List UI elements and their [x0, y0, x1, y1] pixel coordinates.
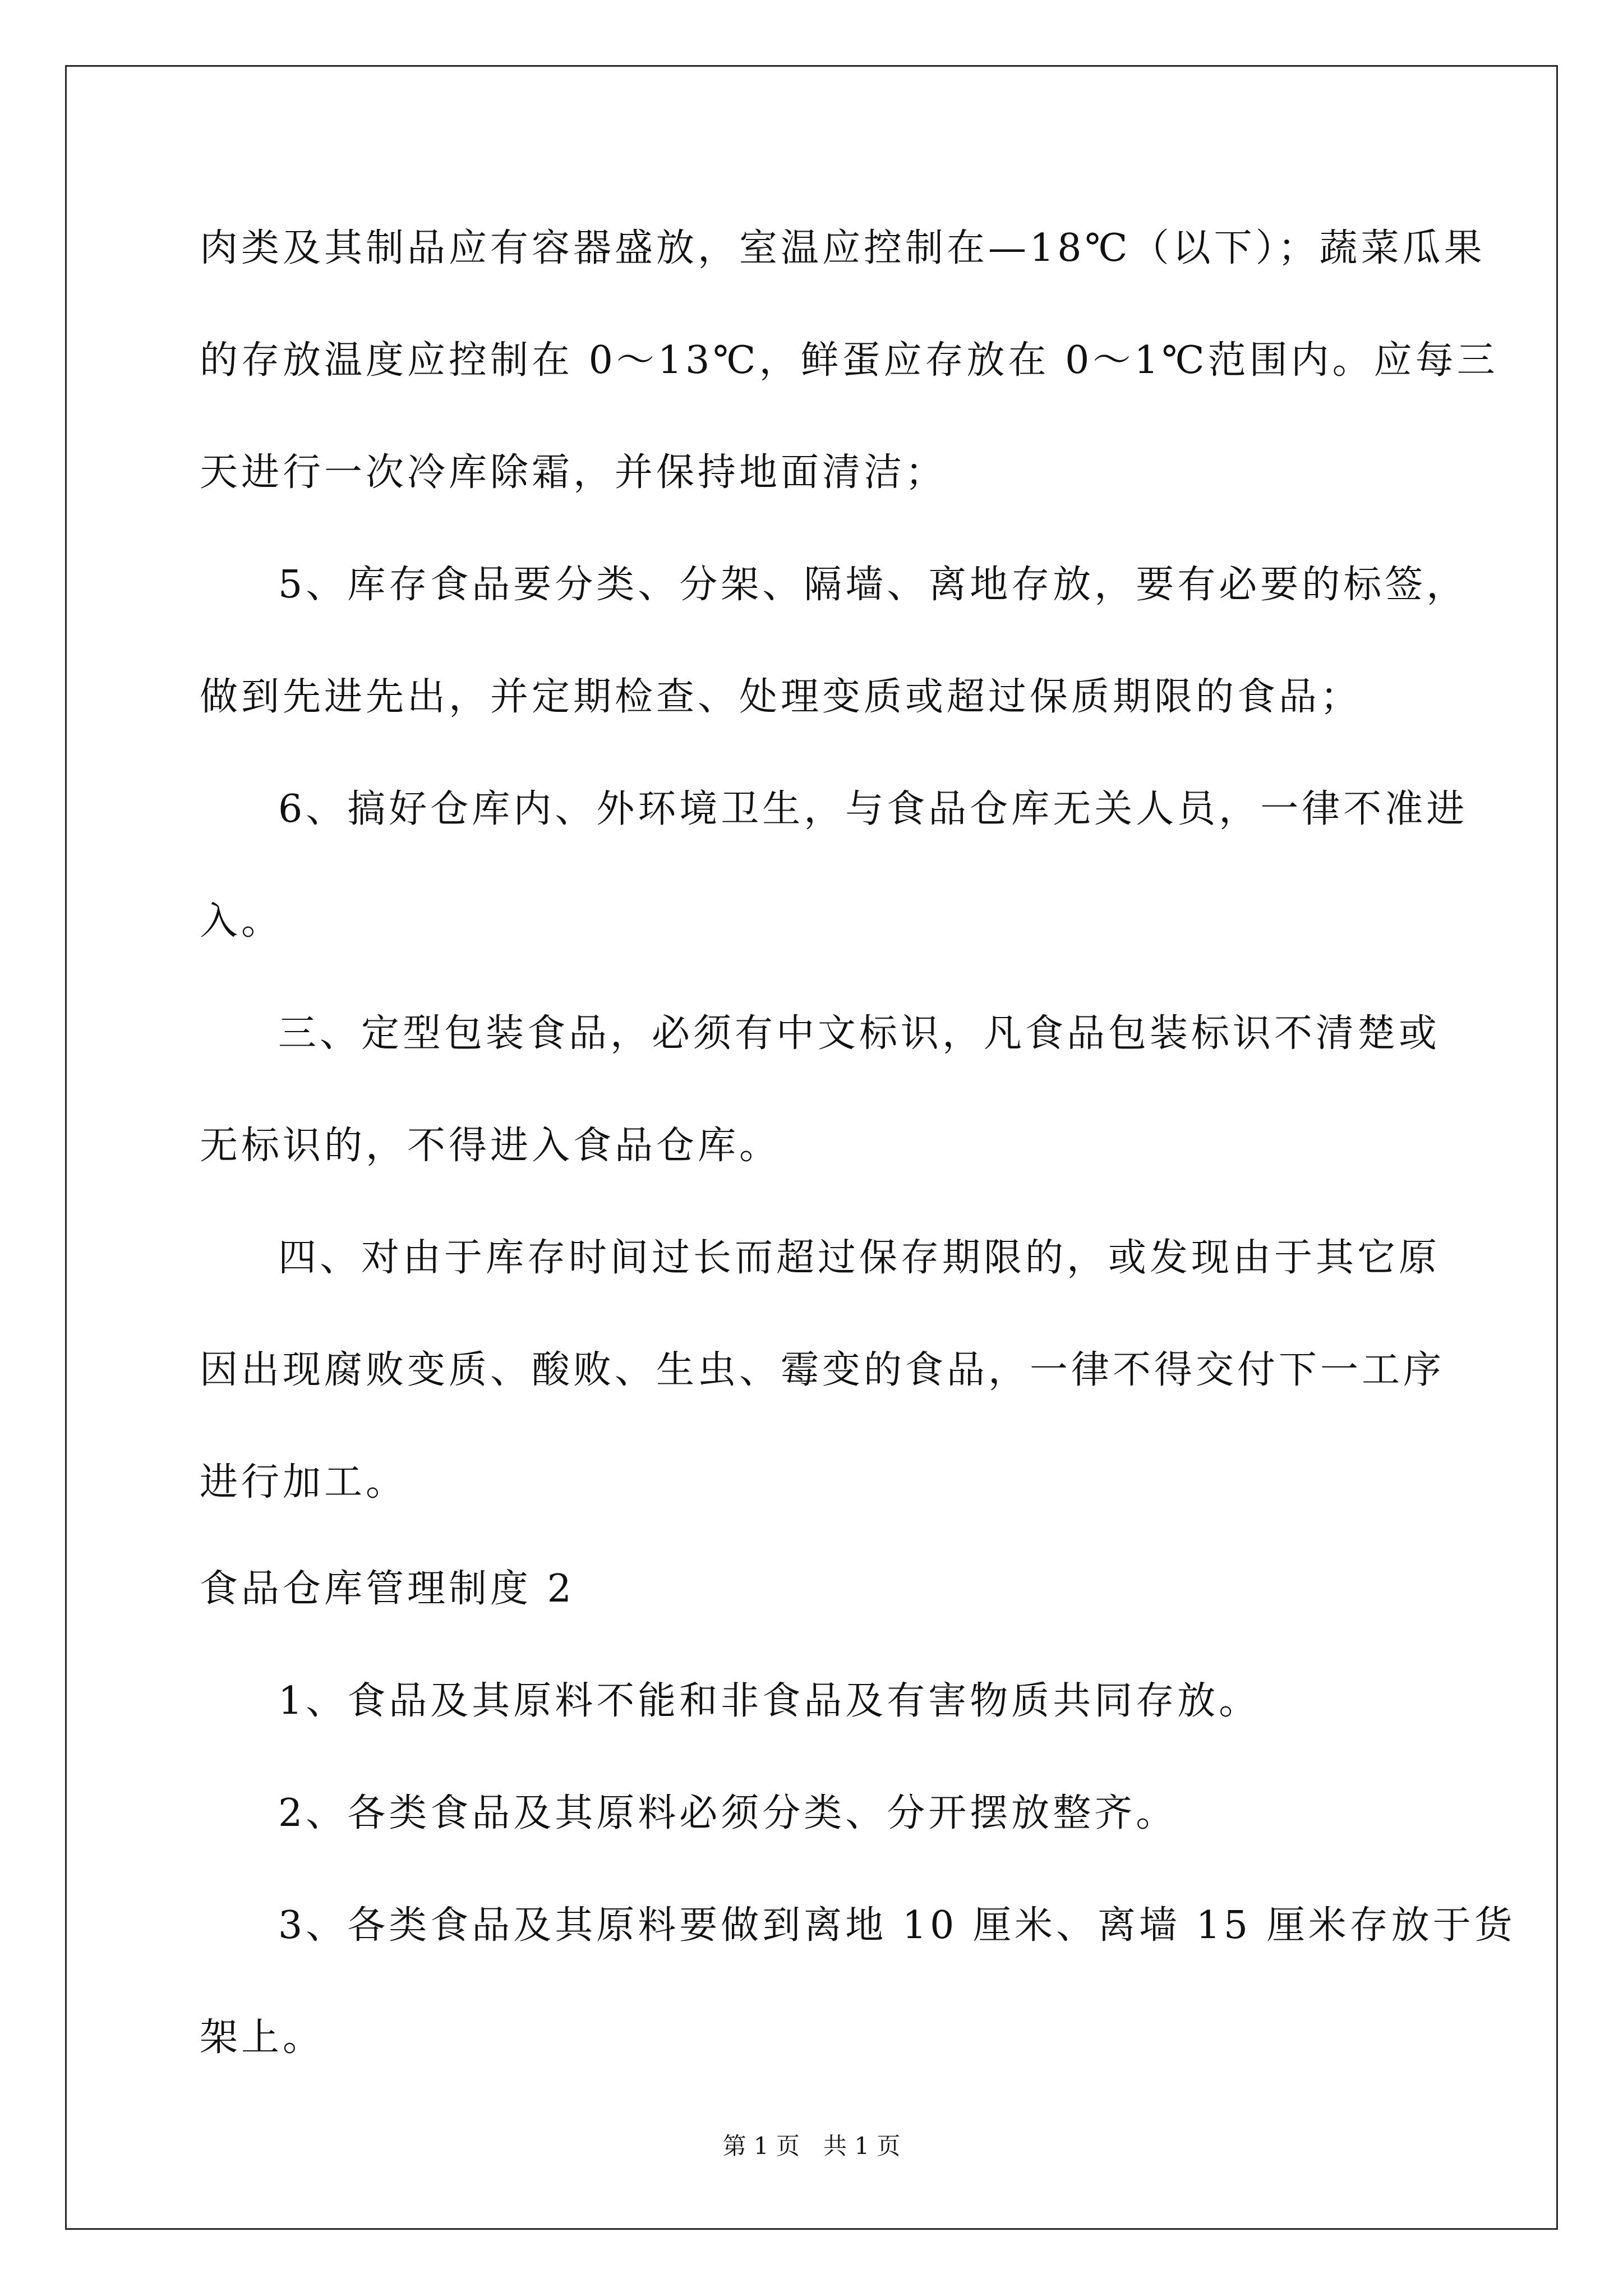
list-item-1: 1、食品及其原料不能和非食品及有害物质共同存放。: [278, 1679, 1261, 1723]
body-text-line: 天进行一次冷库除霜，并保持地面清洁；: [200, 450, 947, 495]
section-heading: 食品仓库管理制度 2: [200, 1567, 575, 1611]
body-text-line: 肉类及其制品应有容器盛放，室温应控制在—18℃（以下）；蔬菜瓜果: [200, 226, 1486, 270]
body-text-line: 无标识的，不得进入食品仓库。: [200, 1124, 781, 1168]
body-text-line: 入。: [200, 899, 283, 944]
body-text-line: 架上。: [200, 2016, 325, 2060]
page-footer: 第 1 页 共 1 页: [722, 2132, 901, 2160]
body-text-line: 做到先进先出，并定期检查、处理变质或超过保质期限的食品；: [200, 675, 1362, 719]
section-three-paragraph: 三、定型包装食品，必须有中文标识，凡食品包装标识不清楚或: [278, 1011, 1441, 1056]
body-text-line: 因出现腐败变质、酸败、生虫、霉变的食品，一律不得交付下一工序: [200, 1348, 1445, 1392]
list-item-2: 2、各类食品及其原料必须分类、分开摆放整齐。: [278, 1791, 1178, 1835]
body-text-line: 进行加工。: [200, 1460, 408, 1504]
body-text-line: 的存放温度应控制在 0～13℃，鲜蛋应存放在 0～1℃范围内。应每三: [200, 338, 1498, 383]
section-four-paragraph: 四、对由于库存时间过长而超过保存期限的，或发现由于其它原: [278, 1236, 1441, 1280]
list-item-6: 6、搞好仓库内、外环境卫生，与食品仓库无关人员，一律不准进: [278, 787, 1468, 831]
list-item-3: 3、各类食品及其原料要做到离地 10 厘米、离墙 15 厘米存放于货: [278, 1903, 1516, 1948]
list-item-5: 5、库存食品要分类、分架、隔墙、离地存放，要有必要的标签，: [278, 563, 1468, 607]
